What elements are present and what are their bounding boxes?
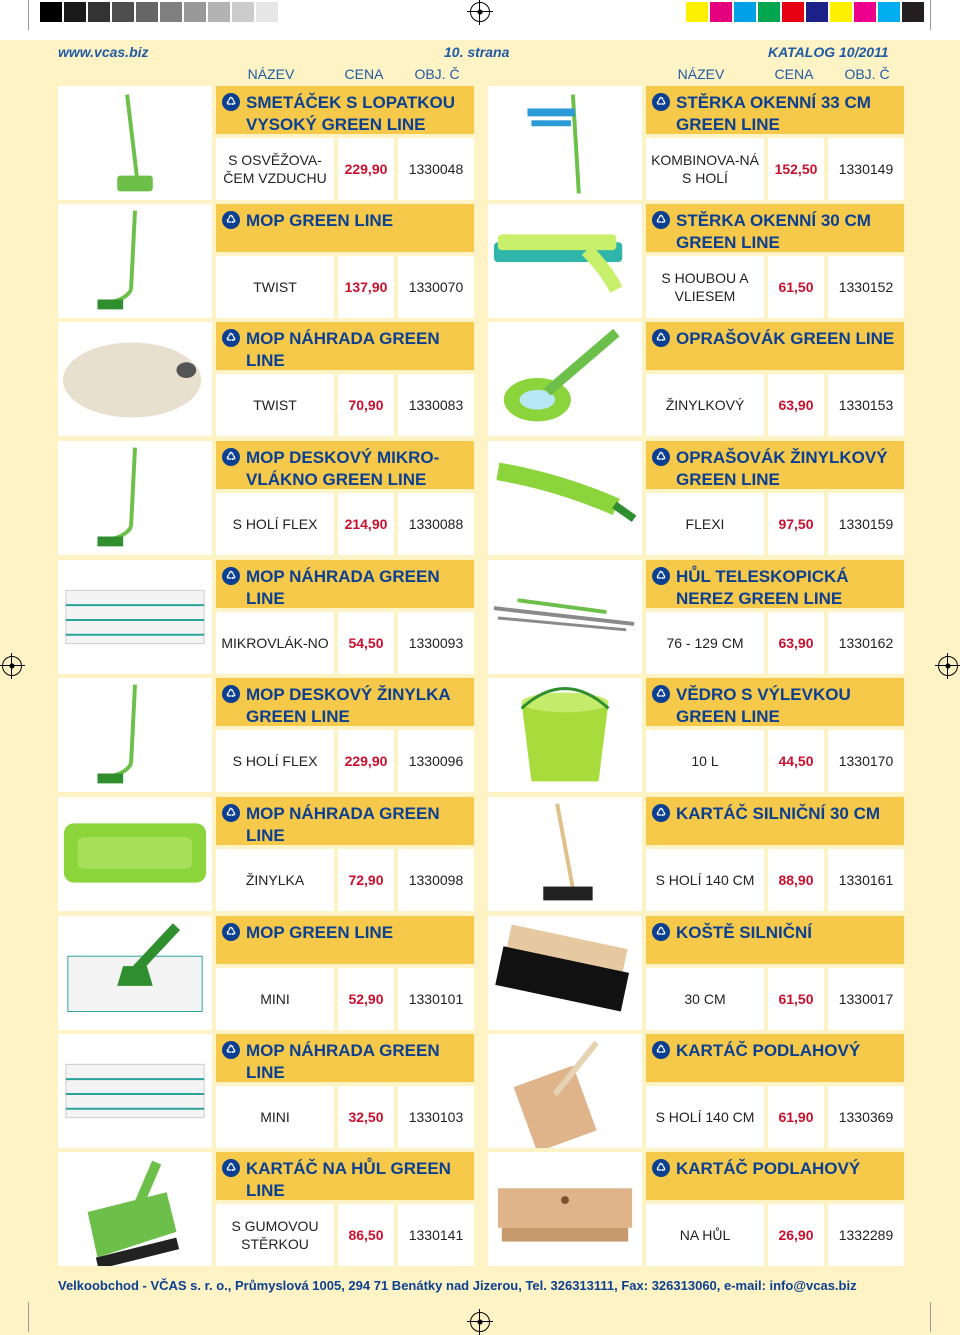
crop-mark [28,1302,29,1332]
product-variant: 76 - 129 CM [646,612,764,674]
registration-mark-icon [470,2,490,22]
product-row [216,730,474,792]
product-variant: MIKROVLÁK-NO [216,612,334,674]
product-variant: ŽINYLKA [216,849,334,911]
product-row [646,256,904,318]
product-title [646,204,904,252]
eco-logo-icon: ♺ [652,93,670,111]
product-price: 63,90 [768,612,824,674]
product-card [58,560,474,674]
product-code: 1330153 [828,374,904,436]
product-row [216,612,474,674]
microfiber-pad-icon [58,1034,212,1148]
col-name-header: NÁZEV [247,66,295,82]
product-title [216,916,474,964]
product-card [58,916,474,1030]
product-code: 1330083 [398,374,474,436]
eco-logo-icon: ♺ [652,1041,670,1059]
product-image [58,1152,212,1266]
product-price: 44,50 [768,730,824,792]
product-variant: TWIST [216,256,334,318]
product-row [216,493,474,555]
product-title-text: HŮL TELESKOPICKÁ NEREZ GREEN LINE [676,567,849,608]
eco-logo-icon: ♺ [652,211,670,229]
product-title [646,560,904,608]
product-row [646,968,904,1030]
col-order-header: OBJ. Č [844,66,890,82]
product-price: 32,50 [338,1086,394,1148]
product-row [646,1086,904,1148]
product-title [646,916,904,964]
product-code: 1330369 [828,1086,904,1148]
product-code: 1330159 [828,493,904,555]
product-title [216,441,474,489]
product-code: 1330149 [828,138,904,200]
product-title-text: MOP DESKOVÝ MIKRO-VLÁKNO GREEN LINE [246,448,440,489]
product-card [488,86,904,200]
product-card [58,441,474,555]
product-variant: S HOUBOU A VLIESEM [646,256,764,318]
product-title-text: MOP GREEN LINE [246,923,394,942]
product-title-text: KARTÁČ PODLAHOVÝ [676,1041,861,1060]
product-variant: FLEXI [646,493,764,555]
product-image [488,322,642,436]
brush-squeegee-icon [58,1152,212,1266]
eco-logo-icon: ♺ [222,93,240,111]
product-image [488,441,642,555]
product-card [488,1152,904,1266]
product-card [488,1034,904,1148]
product-card [488,204,904,318]
flat-mop-icon [58,441,212,555]
telescopic-pole-icon [488,560,642,674]
eco-logo-icon: ♺ [222,329,240,347]
product-price: 54,50 [338,612,394,674]
product-row [646,730,904,792]
mop-head-icon [58,322,212,436]
product-image [58,86,212,200]
product-card [488,678,904,792]
product-row [216,374,474,436]
chenille-pad-icon [58,797,212,911]
eco-logo-icon: ♺ [652,448,670,466]
product-variant: S GUMOVOU STĚRKOU [216,1204,334,1266]
product-code: 1330162 [828,612,904,674]
product-image [58,441,212,555]
eco-logo-icon: ♺ [222,1041,240,1059]
product-title [646,441,904,489]
product-price: 61,50 [768,968,824,1030]
product-title-text: VĚDRO S VÝLEVKOU GREEN LINE [676,685,851,726]
product-row [216,968,474,1030]
eco-logo-icon: ♺ [652,923,670,941]
product-code: 1330048 [398,138,474,200]
product-price: 152,50 [768,138,824,200]
eco-logo-icon: ♺ [652,1159,670,1177]
eco-logo-icon: ♺ [652,804,670,822]
product-variant: MINI [216,968,334,1030]
col-order-header: OBJ. Č [414,66,460,82]
product-card [58,1152,474,1266]
crop-mark [28,0,29,30]
product-card [488,441,904,555]
eco-logo-icon: ♺ [222,923,240,941]
product-card [58,204,474,318]
product-row [646,1204,904,1266]
product-code: 1330070 [398,256,474,318]
product-title [216,1152,474,1200]
product-card [58,322,474,436]
product-code: 1330098 [398,849,474,911]
product-code: 1330141 [398,1204,474,1266]
product-image [58,322,212,436]
color-swatches [686,2,926,22]
eco-logo-icon: ♺ [222,804,240,822]
product-card [488,916,904,1030]
floor-brush-head-icon [488,1152,642,1266]
col-name-header: NÁZEV [677,66,725,82]
product-row [646,612,904,674]
twist-mop-icon [58,204,212,318]
product-price: 86,50 [338,1204,394,1266]
bucket-icon [488,678,642,792]
product-code: 1330101 [398,968,474,1030]
product-code: 1330017 [828,968,904,1030]
product-variant: KOMBINOVA-NÁ S HOLÍ [646,138,764,200]
mini-mop-icon [58,916,212,1030]
product-title-text: SMETÁČEK S LOPATKOU VYSOKÝ GREEN LINE [246,93,456,134]
product-title-text: MOP NÁHRADA GREEN LINE [246,1041,440,1082]
product-price: 137,90 [338,256,394,318]
product-card [58,797,474,911]
eco-logo-icon: ♺ [652,567,670,585]
chenille-duster-icon [488,322,642,436]
product-title-text: KOŠTĚ SILNIČNÍ [676,923,813,942]
registration-mark-icon [2,656,22,676]
product-variant: MINI [216,1086,334,1148]
product-title-text: STĚRKA OKENNÍ 30 CM GREEN LINE [676,211,871,252]
product-row [216,256,474,318]
product-title-text: MOP DESKOVÝ ŽINYLKA GREEN LINE [246,685,451,726]
crop-mark [930,1302,931,1332]
product-price: 72,90 [338,849,394,911]
product-variant: NA HŮL [646,1204,764,1266]
product-title-text: KARTÁČ PODLAHOVÝ [676,1159,861,1178]
product-title-text: MOP NÁHRADA GREEN LINE [246,567,440,608]
product-title-text: STĚRKA OKENNÍ 33 CM GREEN LINE [676,93,871,134]
product-title [216,1034,474,1082]
product-variant: S OSVĚŽOVA-ČEM VZDUCHU [216,138,334,200]
product-variant: ŽINYLKOVÝ [646,374,764,436]
eco-logo-icon: ♺ [652,685,670,703]
col-price-header: CENA [774,66,814,82]
product-image [58,916,212,1030]
product-title-text: KARTÁČ NA HŮL GREEN LINE [246,1159,451,1200]
product-image [58,560,212,674]
grayscale-swatches [40,2,280,22]
catalog-label: KATALOG 10/2011 [768,44,889,60]
product-image [488,204,642,318]
col-price-header: CENA [344,66,384,82]
product-title [646,86,904,134]
registration-mark-icon [938,656,958,676]
product-title [646,1152,904,1200]
product-image [58,1034,212,1148]
product-price: 52,90 [338,968,394,1030]
product-row [646,138,904,200]
product-code: 1330152 [828,256,904,318]
product-title [216,322,474,370]
footer-address: Velkoobchod - VČAS s. r. o., Průmyslová 1005, 294 71 Benátky nad Jizerou, Tel. 326313111, Fax: 326313060, e-mail: info@vcas.biz [58,1278,857,1293]
window-squeegee-icon [488,204,642,318]
eco-logo-icon: ♺ [222,211,240,229]
product-row [216,1204,474,1266]
product-code: 1330096 [398,730,474,792]
product-price: 229,90 [338,138,394,200]
product-price: 63,90 [768,374,824,436]
product-image [58,797,212,911]
eco-logo-icon: ♺ [222,567,240,585]
product-code: 1330161 [828,849,904,911]
microfiber-pad-icon [58,560,212,674]
product-variant: S HOLÍ 140 CM [646,849,764,911]
product-title [216,204,474,252]
product-title-text: OPRAŠOVÁK ŽINYLKOVÝ GREEN LINE [676,448,888,489]
product-variant: 10 L [646,730,764,792]
product-title-text: MOP GREEN LINE [246,211,394,230]
street-broom-icon [488,797,642,911]
product-code: 1332289 [828,1204,904,1266]
product-title [646,322,904,370]
product-price: 70,90 [338,374,394,436]
eco-logo-icon: ♺ [222,685,240,703]
flexi-duster-icon [488,441,642,555]
product-image [488,916,642,1030]
registration-mark-icon [470,1312,490,1332]
product-row [216,138,474,200]
product-variant: S HOLÍ FLEX [216,730,334,792]
product-title [216,797,474,845]
page-number: 10. strana [444,44,510,60]
product-row [216,1086,474,1148]
product-image [488,86,642,200]
product-code: 1330088 [398,493,474,555]
product-variant: S HOLÍ 140 CM [646,1086,764,1148]
product-title [216,560,474,608]
product-image [488,560,642,674]
dustpan-brush-icon [58,86,212,200]
website-link[interactable]: www.vcas.biz [58,44,149,60]
product-code: 1330103 [398,1086,474,1148]
product-image [58,204,212,318]
product-row [646,493,904,555]
product-image [488,1034,642,1148]
product-price: 88,90 [768,849,824,911]
broom-head-icon [488,916,642,1030]
product-variant: S HOLÍ FLEX [216,493,334,555]
product-image [488,797,642,911]
product-title-text: KARTÁČ SILNIČNÍ 30 CM [676,804,881,823]
eco-logo-icon: ♺ [652,329,670,347]
floor-brush-icon [488,1034,642,1148]
product-price: 61,90 [768,1086,824,1148]
product-image [58,678,212,792]
product-card [58,86,474,200]
product-image [488,1152,642,1266]
product-title-text: OPRAŠOVÁK GREEN LINE [676,329,895,348]
product-price: 61,50 [768,256,824,318]
product-title-text: MOP NÁHRADA GREEN LINE [246,804,440,845]
crop-mark [930,0,931,30]
product-row [646,849,904,911]
product-card [58,1034,474,1148]
product-variant: TWIST [216,374,334,436]
product-title [216,86,474,134]
product-row [646,374,904,436]
product-card [488,322,904,436]
flat-mop-icon [58,678,212,792]
eco-logo-icon: ♺ [222,1159,240,1177]
product-title [646,797,904,845]
product-row [216,849,474,911]
product-card [488,797,904,911]
product-title [646,1034,904,1082]
product-price: 214,90 [338,493,394,555]
product-code: 1330170 [828,730,904,792]
window-squeegee-pole-icon [488,86,642,200]
product-image [488,678,642,792]
product-price: 229,90 [338,730,394,792]
product-variant: 30 CM [646,968,764,1030]
product-code: 1330093 [398,612,474,674]
product-title [216,678,474,726]
product-price: 26,90 [768,1204,824,1266]
product-price: 97,50 [768,493,824,555]
eco-logo-icon: ♺ [222,448,240,466]
product-card [58,678,474,792]
product-title-text: MOP NÁHRADA GREEN LINE [246,329,440,370]
product-title [646,678,904,726]
product-card [488,560,904,674]
